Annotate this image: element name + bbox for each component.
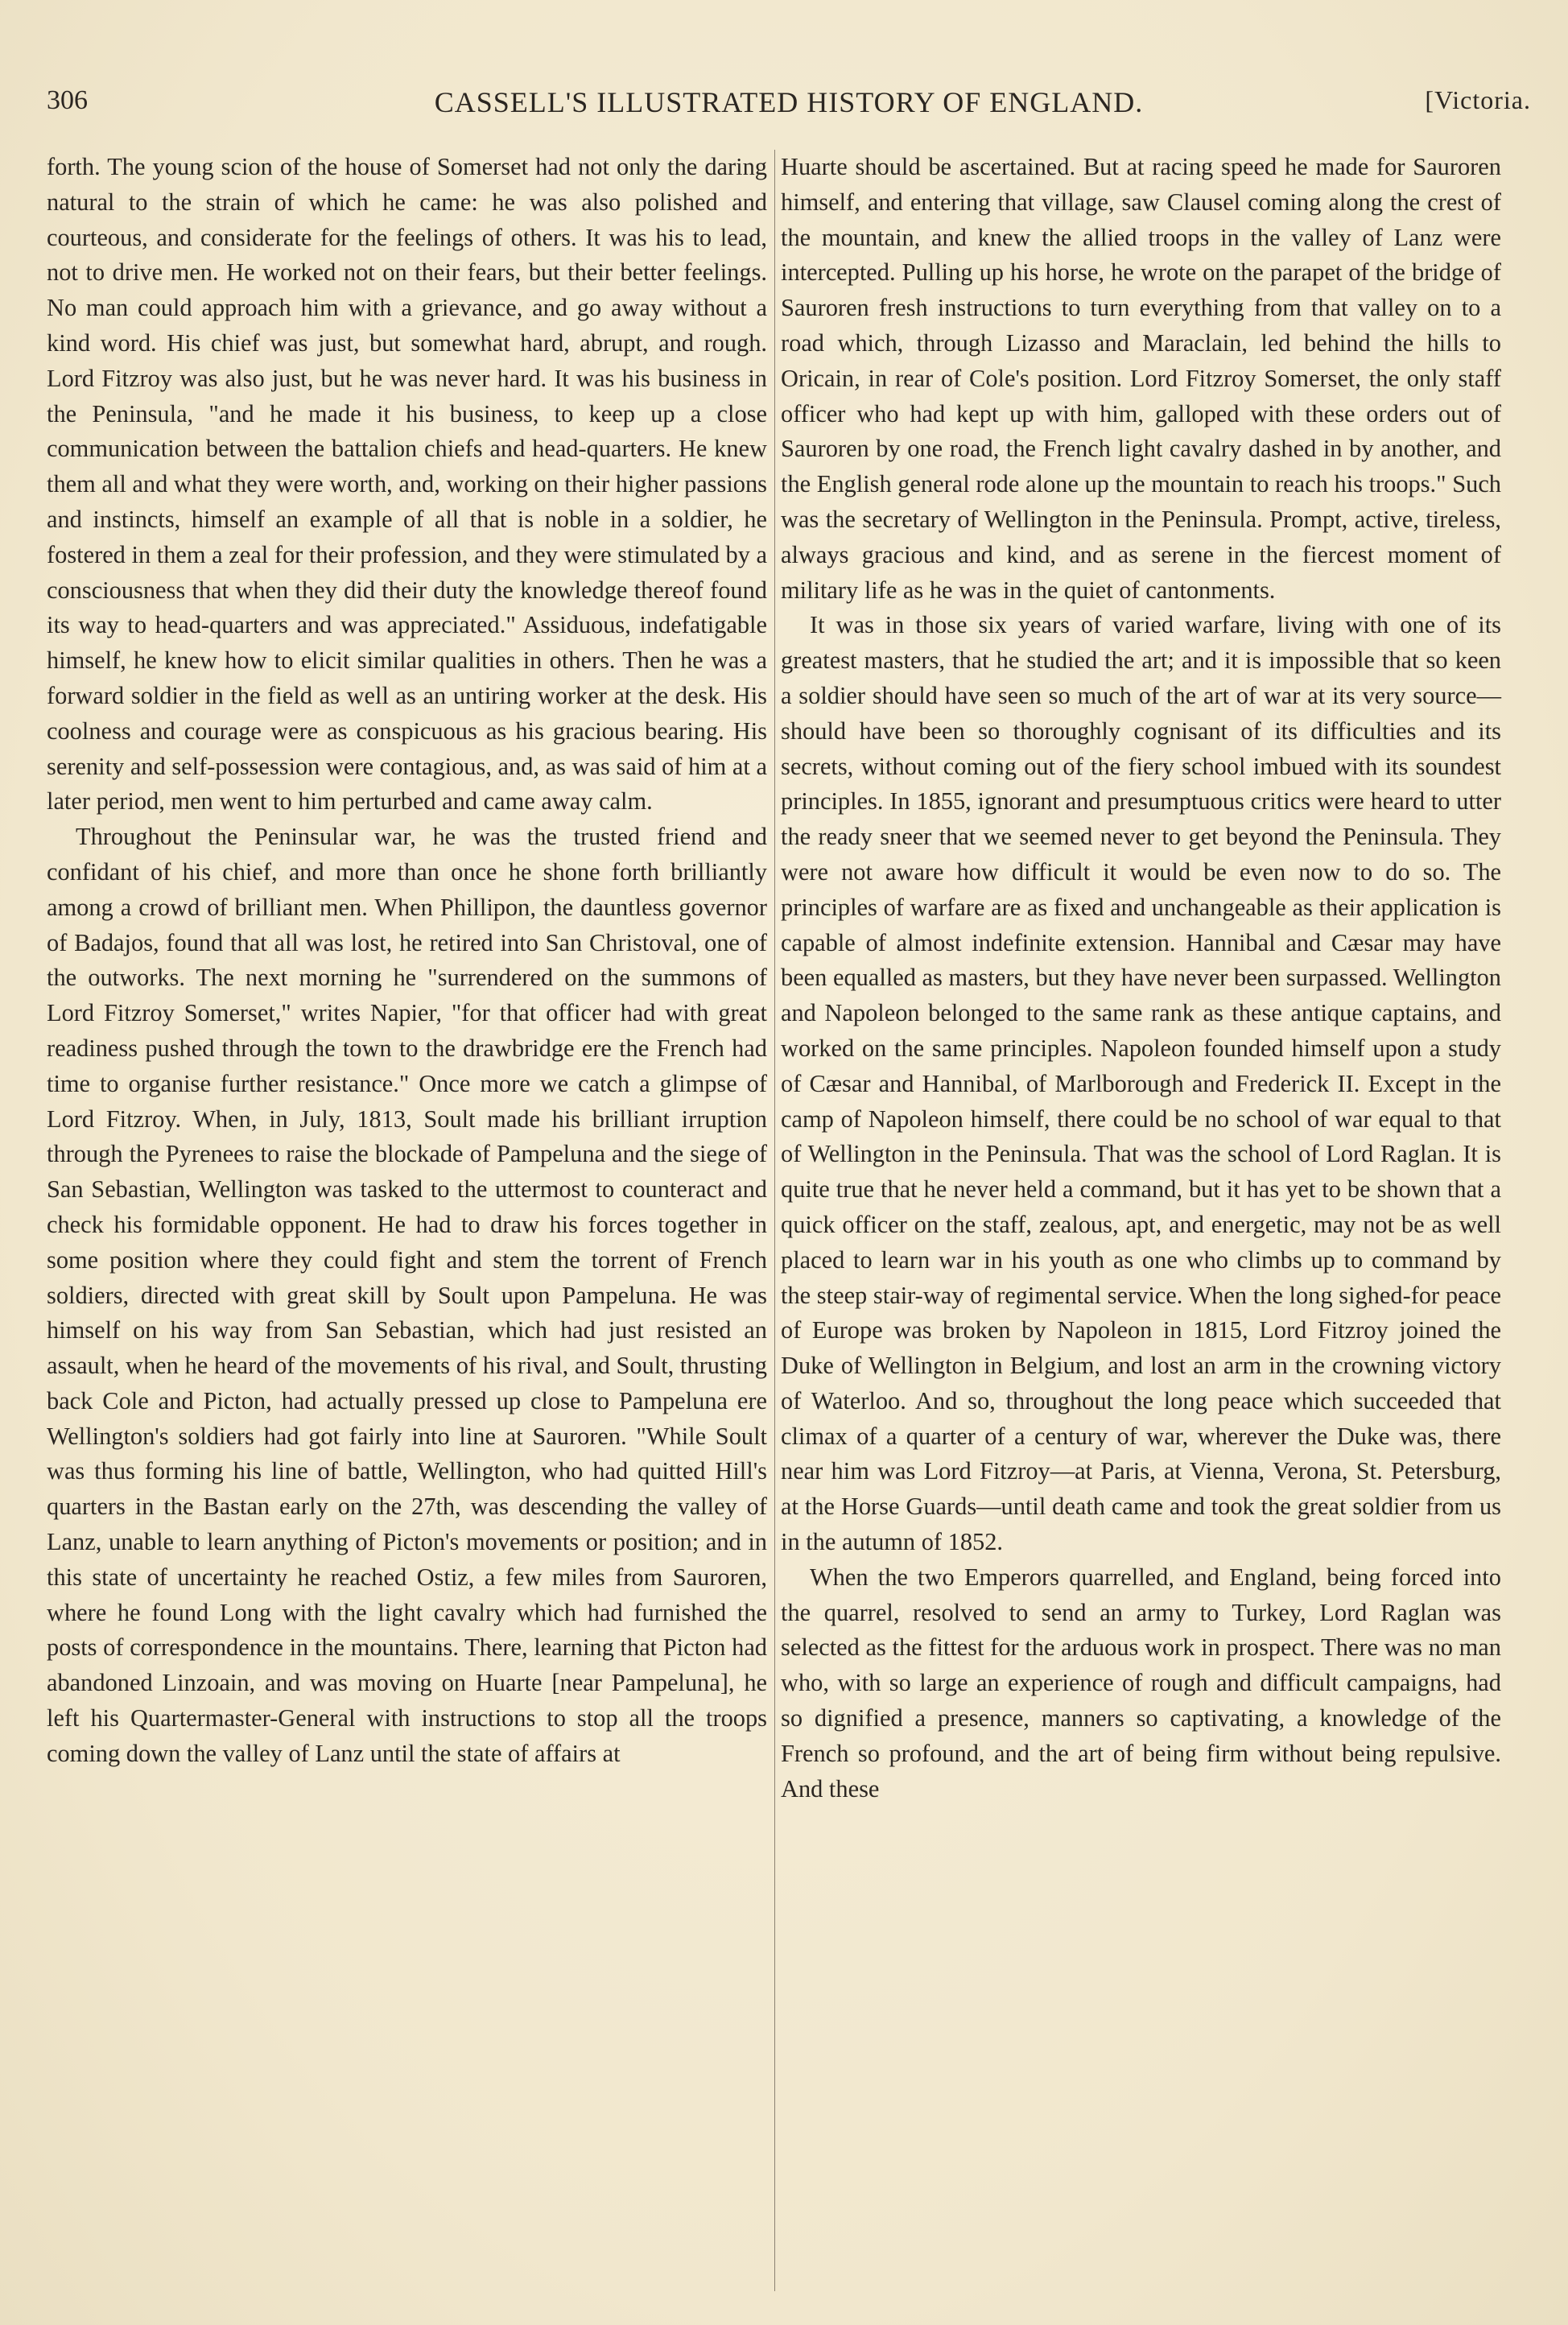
right-paragraph-3: When the two Emperors quarrelled, and England, being forced into the quarrel, resolved to send an army to Turkey, Lord Raglan was selected as the fittest for the arduous work in prospect. There was no man who, with so large an experience of rough and difficult campaigns, had so dignified a presence, manners so captivating, a knowledge of the French so profound, and the art of being firm without being repulsive. And these (781, 1563, 1501, 1803)
left-column (47, 150, 767, 1772)
column-divider (774, 150, 775, 2291)
page-number: 306 (47, 85, 88, 115)
right-paragraph-1: Huarte should be ascertained. But at racing speed he made for Sauroren himself, and entering that village, saw Clausel coming along the crest of the mountain, and knew the allied troops in the valley of Lanz were intercepted. Pulling up his horse, he wrote on the parapet of the bridge of Sauroren fresh instructions to turn everything from that valley on to a road which, through Lizasso and Maraclain, led behind the hills to Oricain, in rear of Cole's position. Lord Fitzroy Somerset, the only staff officer who had kept up with him, galloped with these orders out of Sauroren by one road, the French light cavalry dashed in by another, and the English general rode alone up the mountain to reach his troops." Such was the secretary of Wellington in the Peninsula. Prompt, active, tireless, always gracious and kind, and as serene in the fiercest moment of military life as he was in the quiet of cantonments. (781, 153, 1501, 604)
left-paragraph-2: Throughout the Peninsular war, he was the trusted friend and confidant of his chief, and more than once he shone forth brilliantly among a crowd of brilliant men. When Phillipon, the dauntless governor of Badajos, found that all was lost, he retired into San Christoval, one of the outworks. The next morning he "surrendered on the summons of Lord Fitzroy Somerset," writes Napier, "for that officer had with great readiness pushed through the town to the drawbridge ere the French had time to organise further resistance." Once more we catch a glimpse of Lord Fitzroy. When, in July, 1813, Soult made his brilliant irruption through the Pyrenees to raise the blockade of Pampeluna and the siege of San Sebastian, Wellington was tasked to the uttermost to counteract and check his formidable opponent. He had to draw his forces together in some position where they could fight and stem the torrent of French soldiers, directed with great skill by Soult upon Pampeluna. He was himself on his way from San Sebastian, which had just resisted an assault, when he heard of the movements of his rival, and Soult, thrusting back Cole and Picton, had actually pressed up close to Pampeluna ere Wellington's soldiers had got fairly into line at Sauroren. "While Soult was thus forming his line of battle, Wellington, who had quitted Hill's quarters in the Bastan early on the 27th, was descending the valley of Lanz, unable to learn anything of Picton's movements or position; and in this state of uncertainty he reached Ostiz, a few miles from Sauroren, where he found Long with the light cavalry which had furnished the posts of correspondence in the mountains. There, learning that Picton had abandoned Linzoain, and was moving on Huarte [near Pampeluna], he left his Quartermaster-General with instructions to stop all the troops coming down the valley of Lanz until the state of affairs at (47, 823, 767, 1767)
left-paragraph-1: forth. The young scion of the house of Somerset had not only the daring natural to the strain of which he came: he was also polished and courteous, and considerate for the feelings of others. It was his to lead, not to drive men. He worked not on their fears, but their better feelings. No man could approach him with a grievance, and go away without a kind word. His chief was just, but somewhat hard, abrupt, and rough. Lord Fitzroy was also just, but he was never hard. It was his business in the Peninsula, "and he made it his business, to keep up a close communication between the battalion chiefs and head-quarters. He knew them all and what they were worth, and, working on their higher passions and instincts, himself an example of all that is noble in a soldier, he fostered in them a zeal for their profession, and they were stimulated by a consciousness that when they did their duty the knowledge thereof found its way to head-quarters and was appreciated." Assiduous, indefatigable himself, he knew how to elicit similar qualities in others. Then he was a forward soldier in the field as well as an untiring worker at the desk. His coolness and courage were as conspicuous as his gracious bearing. His serenity and self-possession were contagious, and, as was said of him at a later period, men went to him perturbed and came away calm. (47, 153, 767, 816)
right-paragraph-2: It was in those six years of varied warfare, living with one of its greatest masters, that he studied the art; and it is impossible that so keen a soldier should have seen so much of the art of war at its very source—should have been so thoroughly cognisant of its difficulties and its secrets, without coming out of the fiery school imbued with its soundest principles. In 1855, ignorant and presumptuous critics were heard to utter the ready sneer that we seemed never to get beyond the Peninsula. They were not aware how difficult it would be even now to do so. The principles of warfare are as fixed and unchangeable as their application is capable of almost indefinite extension. Hannibal and Cæsar may have been equalled as masters, but they have never been surpassed. Wellington and Napoleon belonged to the same rank as these antique captains, and worked on the same principles. Napoleon founded himself upon a study of Cæsar and Hannibal, of Marlborough and Frederick II. Except in the camp of Napoleon himself, there could be no school of war equal to that of Wellington in the Peninsula. That was the school of Lord Raglan. It is quite true that he never held a command, but it has yet to be shown that a quick officer on the staff, zealous, apt, and energetic, may not be as well placed to learn war in his youth as one who climbs up to command by the steep stair-way of regimental service. When the long sighed-for peace of Europe was broken by Napoleon in 1815, Lord Fitzroy joined the Duke of Wellington in Belgium, and lost an arm in the crowning victory of Waterloo. And so, throughout the long peace which succeeded that climax of a quarter of a century of war, wherever the Duke was, there near him was Lord Fitzroy—at Paris, at Vienna, Verona, St. Petersburg, at the Horse Guards—until death came and took the great soldier from us in the autumn of 1852. (781, 611, 1501, 1556)
right-column (781, 150, 1501, 1807)
section-label: [Victoria. (1425, 85, 1531, 114)
page-header (47, 81, 1531, 129)
running-title: CASSELL'S ILLUSTRATED HISTORY OF ENGLAND. (434, 86, 1144, 118)
